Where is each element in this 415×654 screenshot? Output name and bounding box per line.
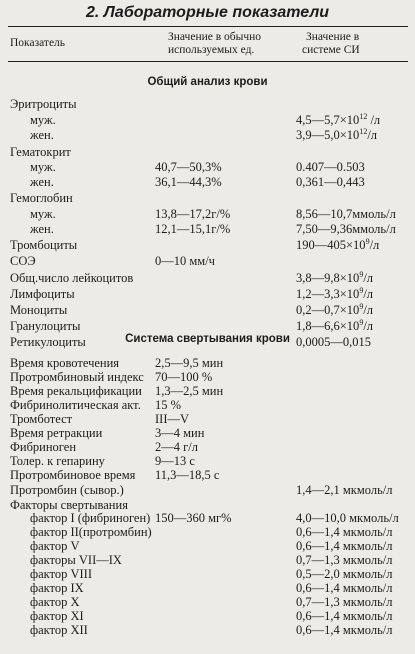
usual-units-value: 9—13 с (155, 454, 195, 468)
si-units-value: 4,0—10,0 мкмоль/л (296, 511, 399, 525)
usual-units-value: 40,7—50,3% (155, 160, 222, 174)
si-units-value: $1,2—3,3\times 10^9/л$ (296, 285, 374, 301)
usual-units-value: 70—100 % (155, 370, 213, 384)
indicator-name: Гематокрит (10, 145, 71, 159)
table-row (0, 384, 415, 399)
header-top-rule (8, 26, 408, 27)
table-row (0, 539, 415, 554)
indicator-name: Тромбоциты (10, 238, 78, 252)
table-row (0, 319, 415, 334)
table-row (0, 567, 415, 582)
section-heading-blood: Общий анализ крови (147, 76, 268, 88)
si-units-value: 0,7—1,3 мкмоль/л (296, 553, 393, 567)
table-row (0, 271, 415, 286)
table-row (0, 97, 415, 112)
si-units-value: $0,2—0,7\times 10^9/л$ (296, 301, 374, 317)
table-row (0, 370, 415, 385)
indicator-name: фактор II(протромбин) (30, 525, 152, 539)
table-row (0, 287, 415, 302)
usual-units-value: 2,5—9,5 мин (155, 356, 224, 370)
column-header-si-line2: системе СИ (302, 44, 360, 56)
indicator-name: Время ретракции (10, 426, 103, 440)
si-units-value: 0,6—1,4 мкмоль/л (296, 525, 393, 539)
indicator-name: Время рекальцификации (10, 384, 142, 398)
si-units-value: $190—405\times 10^9/л$ (296, 236, 380, 252)
usual-units-value: 12,1—15,1г/% (155, 222, 231, 236)
table-row (0, 145, 415, 160)
table-row (0, 468, 415, 483)
table-row (0, 303, 415, 318)
table-row (0, 412, 415, 427)
si-units-value: 0,6—1,4 мкмоль/л (296, 623, 393, 637)
table-row (0, 356, 415, 371)
indicator-name: жен. (30, 222, 54, 236)
indicator-name: Гранулоциты (10, 319, 81, 333)
indicator-name: фактор VIII (30, 567, 92, 581)
indicator-name: Время кровотечения (10, 356, 120, 370)
column-header-si-line1: Значение в (306, 31, 360, 43)
page-title: 2. Лабораторные показатели (85, 4, 330, 21)
table-row (0, 222, 415, 237)
indicator-name: Фибринолитическая акт. (10, 398, 141, 412)
table-row (0, 581, 415, 596)
si-units-value: $3,9—5,0\times 10^{12}/л$ (296, 126, 378, 142)
usual-units-value: 36,1—44,3% (155, 175, 222, 189)
table-row (0, 335, 415, 350)
indicator-name: Протромбиновый индекс (10, 370, 144, 384)
table-row (0, 113, 415, 128)
indicator-name: муж. (30, 207, 56, 221)
si-units-value: $1,8—6,6\times 10^9/л$ (296, 317, 374, 333)
si-units-value: 8,56—10,7ммоль/л (296, 207, 396, 221)
indicator-name: Гемоглобин (10, 191, 73, 205)
usual-units-value: 0—10 мм/ч (155, 254, 215, 268)
table-row (0, 595, 415, 610)
column-header-indicator: Показатель (10, 37, 66, 49)
usual-units-value: 3—4 мин (155, 426, 205, 440)
indicator-name: Моноциты (10, 303, 68, 317)
table-row (0, 238, 415, 253)
table-row (0, 553, 415, 568)
table-row (0, 191, 415, 206)
indicator-name: фактор IX (30, 581, 84, 595)
usual-units-value: 11,3—18,5 с (155, 468, 220, 482)
table-row (0, 440, 415, 455)
table-row (0, 483, 415, 498)
usual-units-value: 15 % (155, 398, 182, 412)
si-units-value: 7,50—9,36ммоль/л (296, 222, 396, 236)
table-row (0, 175, 415, 190)
usual-units-value: 150—360 мг% (155, 511, 232, 525)
table-row (0, 609, 415, 624)
section-heading-coagulation: Система свертывания крови (125, 333, 290, 345)
table-row (0, 254, 415, 269)
usual-units-value: 13,8—17,2г/% (155, 207, 231, 221)
indicator-name: Эритроциты (10, 97, 77, 111)
usual-units-value: 2—4 г/л (155, 440, 198, 454)
indicator-name: Ретикулоциты (10, 335, 86, 349)
si-units-value: 1,4—2,1 мкмоль/л (296, 483, 393, 497)
table-row (0, 426, 415, 441)
table-row (0, 398, 415, 413)
indicator-name: фактор V (30, 539, 80, 553)
si-units-value: $3,8—9,8\times 10^9/л$ (296, 269, 374, 285)
indicator-name: Факторы свертывания (10, 498, 128, 512)
indicator-name: муж. (30, 113, 56, 127)
table-row (0, 623, 415, 638)
table-row (0, 128, 415, 143)
indicator-name: фактор XI (30, 609, 84, 623)
si-units-value: $4,5—5,7\times 10^{12}$ /л (296, 111, 381, 127)
si-units-value: 0,0005—0,015 (296, 335, 371, 349)
usual-units-value: 1,3—2,5 мин (155, 384, 224, 398)
table-row (0, 160, 415, 175)
indicator-name: Тромботест (10, 412, 73, 426)
si-units-value: 0,6—1,4 мкмоль/л (296, 609, 393, 623)
column-header-usual-line2: используемых ед. (168, 44, 255, 56)
indicator-name: фактор I (фибриноген) (30, 511, 151, 525)
indicator-name: факторы VII—IX (30, 553, 122, 567)
table-row (0, 454, 415, 469)
si-units-value: 0,6—1,4 мкмоль/л (296, 581, 393, 595)
table-row (0, 525, 415, 540)
indicator-name: жен. (30, 128, 54, 142)
indicator-name: Лимфоциты (10, 287, 75, 301)
si-units-value: 0,5—2,0 мкмоль/л (296, 567, 393, 581)
indicator-name: Толер. к гепарину (10, 454, 105, 468)
indicator-name: фактор XII (30, 623, 88, 637)
indicator-name: жен. (30, 175, 54, 189)
table-row (0, 207, 415, 222)
indicator-name: СОЭ (10, 254, 36, 268)
column-header-usual-line1: Значение в обычно (168, 31, 262, 43)
si-units-value: 0,6—1,4 мкмоль/л (296, 539, 393, 553)
indicator-name: муж. (30, 160, 56, 174)
indicator-name: Протромбиновое время (10, 468, 136, 482)
usual-units-value: III—V (155, 412, 190, 426)
indicator-name: Фибриноген (10, 440, 77, 454)
indicator-name: Протромбин (сывор.) (10, 483, 124, 497)
si-units-value: 0.407—0.503 (296, 160, 365, 174)
si-units-value: 0,7—1,3 мкмоль/л (296, 595, 393, 609)
header-bottom-rule (8, 61, 408, 62)
indicator-name: Общ.число лейкоцитов (10, 271, 134, 285)
indicator-name: фактор X (30, 595, 80, 609)
si-units-value: 0,361—0,443 (296, 175, 365, 189)
table-row (0, 511, 415, 526)
